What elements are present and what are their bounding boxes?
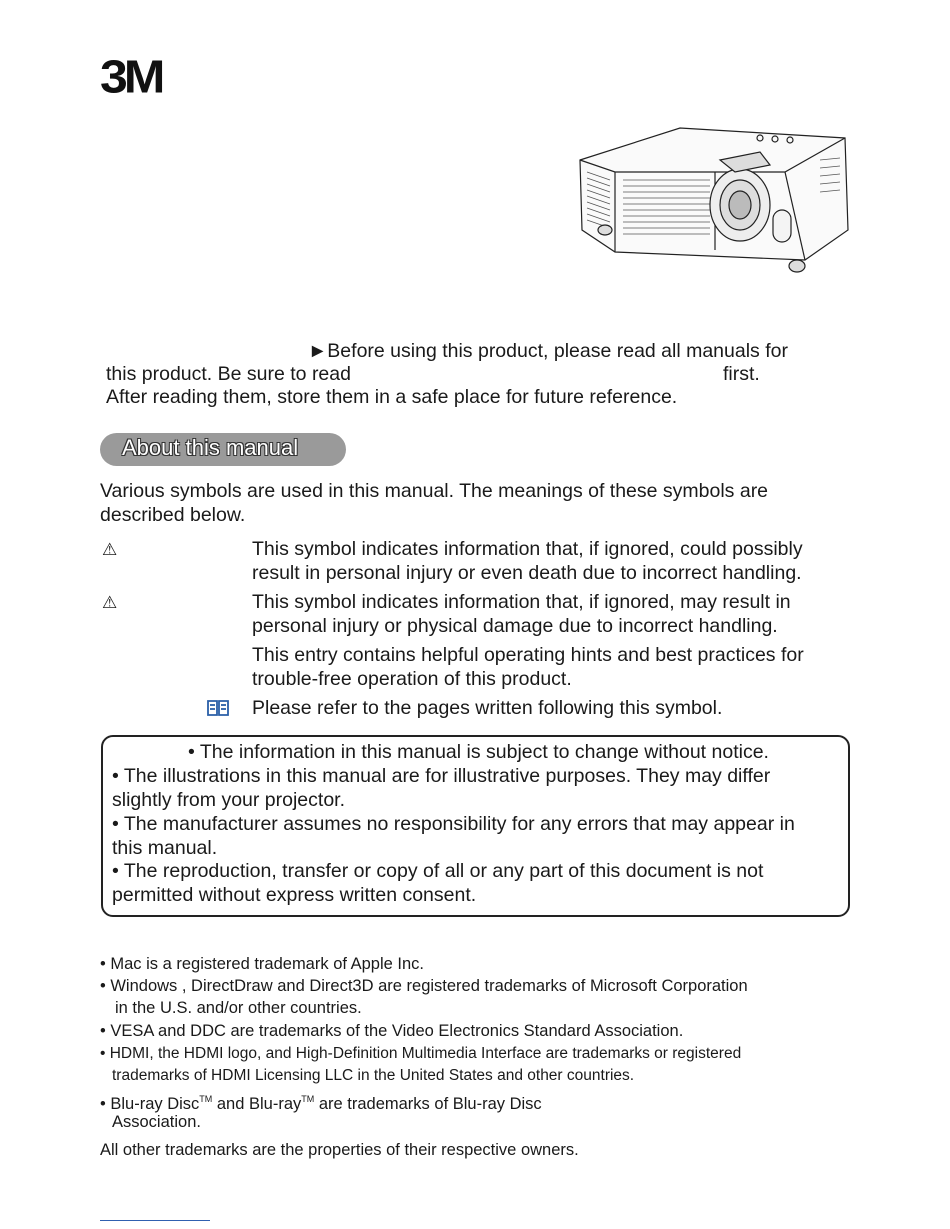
symbol-description [252,591,791,638]
trademark-windows: • Windows , DirectDraw and Direct3D are registered trademarks of Microsoft Corporation [100,977,748,995]
trademark-bluray-cont: Association. [112,1113,201,1131]
symbol-description-line-1: This symbol indicates information that, if ignored, could possibly [252,538,803,560]
trademark-other: All other trademarks are the properties of their respective owners. [100,1141,579,1159]
symbol-row-reference [100,697,860,723]
symbol-description [252,644,804,691]
trademark-hdmi-cont: trademarks of HDMI Licensing LLC in the United States and other countries. [112,1067,635,1084]
intro-line-2-end: first. [723,363,760,385]
notice-line: • The information in this manual is subject to change without notice. [188,741,769,763]
symbols-intro-line-1: Various symbols are used in this manual. The meanings of these symbols are [100,480,769,502]
notice-line: slightly from your projector. [112,789,346,811]
symbol-description [252,538,803,585]
bluray-text: and Blu-ray [212,1095,302,1113]
trademark-vesa: • VESA and DDC are trademarks of the Video Electronics Standard Association. [100,1022,684,1040]
warning-triangle-icon: ⚠ [102,540,118,559]
bluray-disc-text: • Blu-ray Disc [100,1095,200,1113]
symbols-intro [100,480,860,527]
tm-mark: TM [199,1094,213,1104]
symbol-description-line-2: result in personal injury or even death due to incorrect handling. [252,561,802,584]
caution-triangle-icon: ⚠ [102,593,118,612]
symbol-description-line-1: This entry contains helpful operating hints and best practices for [252,644,804,666]
notice-line: • The illustrations in this manual are for illustrative purposes. They may differ [112,765,771,787]
symbol-description [252,697,722,721]
section-heading [100,433,346,466]
symbol-description-line-2: trouble-free operation of this product. [252,667,572,690]
intro-line-3: After reading them, store them in a safe place for future reference. [106,386,678,408]
brand-logo: 3M [100,51,162,103]
trademark-hdmi: • HDMI, the HDMI logo, and High-Definition Multimedia Interface are trademarks or registered [100,1045,742,1062]
projector-illustration [575,120,855,280]
trademark-mac: • Mac is a registered trademark of Apple Inc. [100,955,425,973]
notice-line: this manual. [112,837,218,859]
intro-line-2-start: this product. Be sure to read [106,363,351,385]
symbols-intro-line-2: described below. [100,503,246,526]
symbol-description-line-1: This symbol indicates information that, if ignored, may result in [252,591,791,613]
notice-line: • The manufacturer assumes no responsibility for any errors that may appear in [112,813,795,835]
bluray-tail-text: are trademarks of Blu-ray Disc [314,1095,542,1113]
intro-line-1: ►Before using this product, please read all manuals for [308,340,788,362]
book-icon [206,699,230,717]
notice-line: • The reproduction, transfer or copy of all or any part of this document is not [112,860,764,882]
section-heading-label: About this manual [122,435,299,460]
symbol-description-line-2: personal injury or physical damage due to incorrect handling. [252,614,778,637]
symbol-row-note [100,644,860,692]
tm-mark: TM [301,1094,315,1104]
notice-line: permitted without express written consent. [112,884,477,906]
symbol-row-warning [100,538,860,586]
symbol-description-line-1: Please refer to the pages written following this symbol. [252,697,723,719]
symbol-row-caution [100,591,860,639]
footer-rule [100,1220,210,1221]
trademark-windows-cont: in the U.S. and/or other countries. [115,999,362,1017]
